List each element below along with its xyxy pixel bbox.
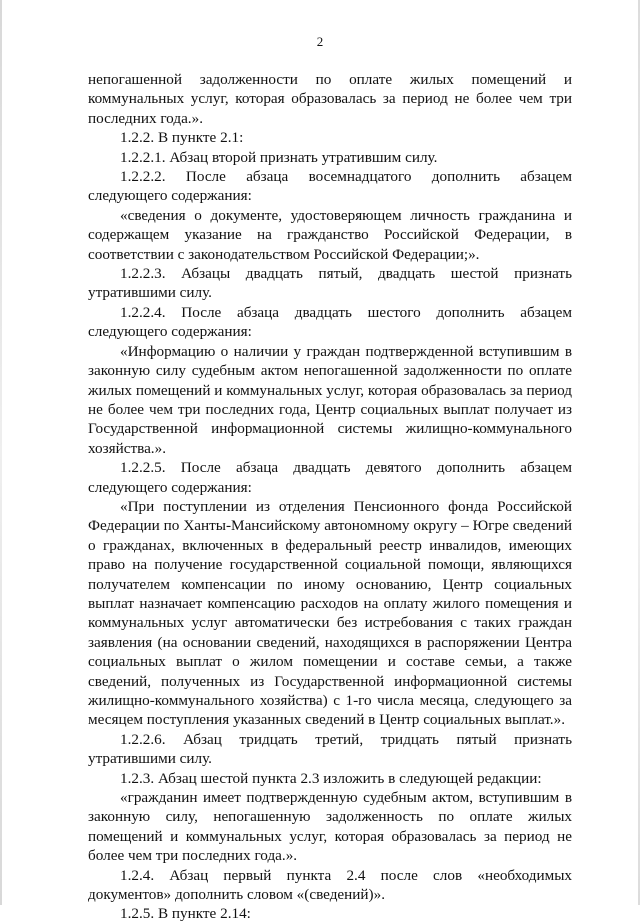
paragraph: 1.2.5. В пункте 2.14: xyxy=(120,905,251,923)
paragraph: 1.2.2. В пункте 2.1: xyxy=(120,129,244,147)
paragraph: «гражданин имеет подтвержденную судебным актом, вступившим в законную силу, непогашенную задолженность по оплате жилых помещений и коммунальных услуг, которая образовалась за период не более чем три последних года.». xyxy=(88,789,572,865)
paragraph: 1.2.2.5. После абзаца двадцать девятого дополнить абзацем следующего содержания: xyxy=(88,459,572,496)
paragraph: 1.2.2.3. Абзацы двадцать пятый, двадцать шестой признать утратившими силу. xyxy=(88,265,572,302)
paragraph: 1.2.2.1. Абзац второй признать утратившим силу. xyxy=(120,148,438,166)
page-number: 2 xyxy=(316,34,324,49)
paragraph: «Информацию о наличии у граждан подтвержденной вступившим в законную силу судебным актом непогашенной задолженности по оплате жилых помещений и коммунальных услуг, которая образовалась за период не более чем три последних года, Центр социальных выплат получает из Государственной информационной системы жилищно-коммунального хозяйства.». xyxy=(88,342,572,457)
paragraph: «сведения о документе, удостоверяющем личность гражданина и содержащем указание на гражданство Российской Федерации, в соответствии с законодательством Российской Федерации;». xyxy=(88,206,572,263)
paragraph: 1.2.2.4. После абзаца двадцать шестого дополнить абзацем следующего содержания: xyxy=(88,303,572,341)
paragraph: 1.2.4. Абзац первый пункта 2.4 после слов «необходимых документов» дополнить словом «(сведений)». xyxy=(88,866,572,904)
document-body xyxy=(88,70,572,924)
paragraph: непогашенной задолженности по оплате жилых помещений и коммунальных услуг, которая образовалась за период не более чем три последних года.». xyxy=(88,71,572,127)
paragraph: 1.2.2.6. Абзац тридцать третий, тридцать пятый признать утратившими силу. xyxy=(88,730,572,768)
paragraph: 1.2.3. Абзац шестой пункта 2.3 изложить в следующей редакции: xyxy=(120,769,542,787)
paragraph: 1.2.2.2. После абзаца восемнадцатого дополнить абзацем следующего содержания: xyxy=(88,168,572,205)
paragraph: «При поступлении из отделения Пенсионного фонда Российской Федерации по Ханты-Мансийскому автономному округу – Югре сведений о гражданах, включенных в федеральный реестр инвалидов, имеющих право на получение государственной социальной помощи, являющихся получателем компенсации по иному основанию, Центр социальных выплат назначает компенсацию расходов на оплату жилого помещения и коммунальных услуг автоматически без истребования с таких граждан заявления (на основании сведений, находящихся в распоряжении Центра социальных выплат о жилом помещении и составе семьи, а также сведений, полученных из Государственной информационной системы жилищно-коммунального хозяйства) с 1-го числа месяца, следующего за месяцем поступления указанных сведений в Центр социальных выплат.». xyxy=(88,497,572,729)
scan-edge-left xyxy=(0,0,2,905)
